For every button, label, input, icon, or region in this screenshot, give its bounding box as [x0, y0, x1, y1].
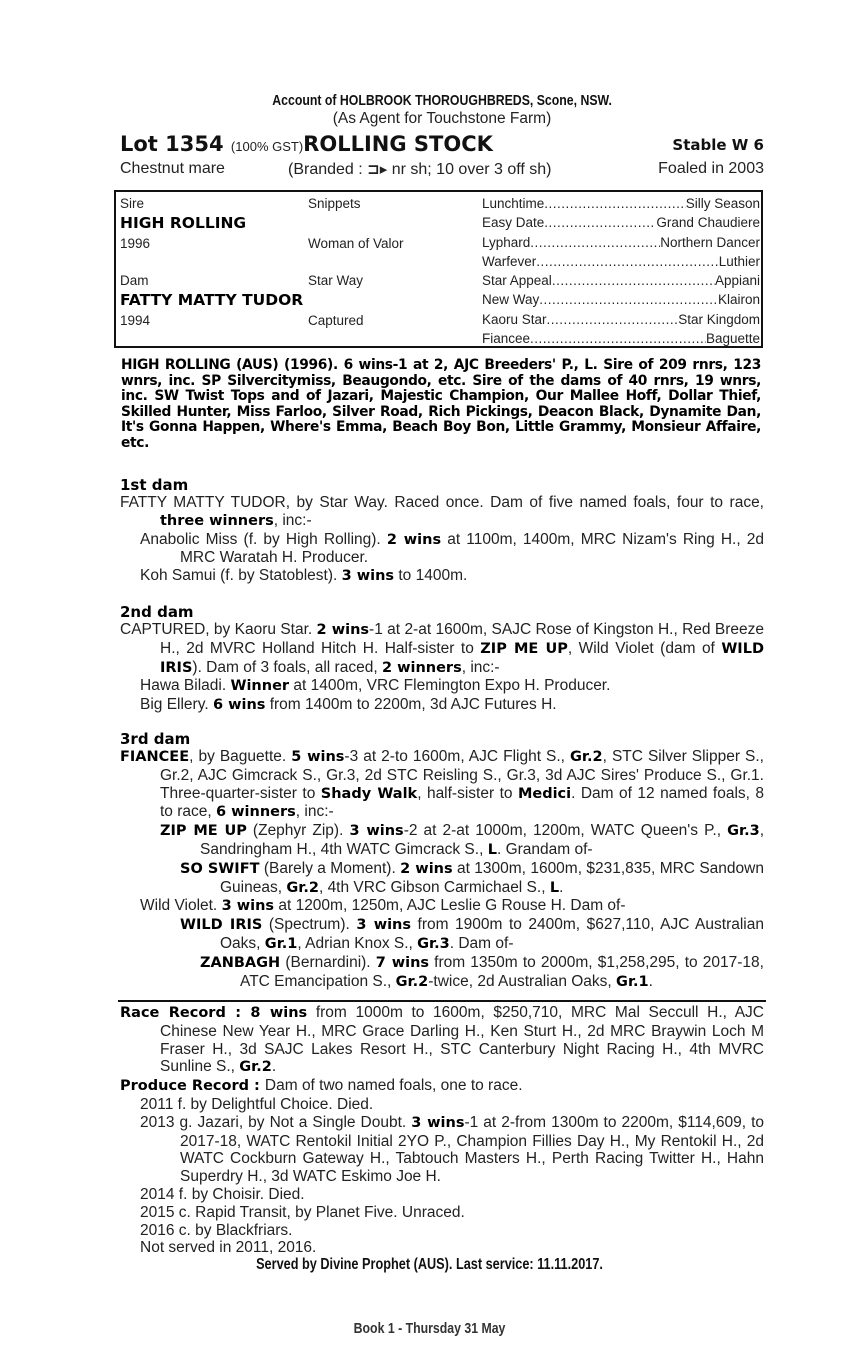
text: -twice, 2d Australian Oaks,: [428, 972, 617, 990]
ancestor-left: Lunchtime: [482, 196, 545, 211]
wins-count: 3 wins: [349, 823, 404, 840]
text: , inc:-: [295, 803, 334, 821]
catalogue-header: [120, 92, 764, 180]
text: from 1000m to 1600m, $250,710, MRC Mal Seccull H., AJC Chinese New Year H., MRC Grace Darling H., Ken Sturt H., 2d MRC Braywin Loch M Fraser H., 3d SAJC Lakes Resort H., STC Canterbury Night Racing H., 4th MVRC Sunline S.,: [160, 1004, 764, 1076]
progeny-entry: [120, 860, 764, 898]
produce-record-label: Produce Record :: [120, 1078, 265, 1095]
description-line: [120, 158, 764, 180]
colour-sex: Chestnut mare: [120, 160, 225, 177]
ancestor-right: Luthier: [718, 253, 760, 269]
section-divider: [118, 1000, 766, 1002]
wins-count: 2 wins: [400, 860, 453, 877]
winners-count: 6 winners: [216, 804, 296, 821]
relative-name: Shady Walk: [320, 785, 418, 802]
stable-number: Stable W 6: [672, 136, 764, 154]
text: , inc:-: [273, 511, 312, 529]
ancestor-left: Star Appeal: [482, 273, 552, 289]
progeny-entry: [120, 567, 764, 586]
wins-count: 8 wins: [250, 1005, 308, 1021]
brand-description: [288, 158, 552, 181]
footer-text: Book 1 - Thursday 31 May: [354, 1320, 506, 1337]
text: , 4th VRC Gibson Carmichael S.,: [318, 878, 550, 896]
progeny-entry: [120, 677, 764, 696]
ancestor-row: [482, 213, 760, 232]
page-footer: [0, 1320, 860, 1337]
sire-summary: HIGH ROLLING (AUS) (1996). 6 wins-1 at 2, AJC Breeders' P., L. Sire of 209 rnrs, 123 wnrs, inc. SP Silvercitymiss, Beaugondo, etc. Sire of the dams of 40 rnrs, 19 wnrs, inc. SW Twist Tops and of Jazari, Majestic Champion, Our Mallee Hoff, Dollar Thief, Skilled Hunter, Miss Farloo, Silver Road, Rich Pickings, Deacon Black, Dynamite Dan, It's Gonna Happen, Where's Emma, Beach Boy Bon, Little Grammy, Monsieur Affaire, etc.: [121, 357, 761, 451]
text: . Dam of-: [449, 934, 514, 952]
text: (Bernardini).: [280, 953, 376, 971]
text: at 1200m, 1250m, AJC Leslie G Rouse H. Dam of-: [274, 897, 626, 915]
wins-count: 3 wins: [341, 568, 395, 585]
grade: L: [549, 879, 560, 896]
progeny-entry: [120, 531, 764, 568]
text: from 1350m to 2000m, $1,258,295, to 2017-18, ATC Emancipation S.,: [240, 953, 764, 990]
relative-name: Medici: [517, 785, 572, 802]
text: , half-sister to: [417, 784, 518, 802]
stakes-winner: WILD IRIS: [180, 917, 263, 934]
progeny-name: Anabolic Miss (f. by High Rolling).: [140, 530, 387, 548]
text: , Wild Violet (dam of: [567, 639, 722, 657]
dam-sire: Star Way: [308, 273, 364, 288]
text: -3 at 2-to 1600m, AJC Flight S.,: [344, 748, 571, 765]
wins-count: 2 wins: [316, 622, 370, 638]
text: , inc:-: [461, 658, 500, 676]
text: 2015 c. Rapid Transit, by Planet Five. Unraced.: [140, 1203, 465, 1221]
leader-dots: [552, 271, 715, 290]
grade: Gr.2: [286, 879, 319, 896]
grade: Gr.3: [417, 935, 450, 952]
produce-entry: [120, 1114, 764, 1186]
wins-count: 5 wins: [291, 749, 345, 765]
text: Not served in 2011, 2016.: [140, 1239, 317, 1257]
produce-entry: [120, 1222, 764, 1240]
lot-number: Lot 1354: [120, 132, 224, 156]
grade: Gr.2: [395, 973, 429, 990]
winners-count: three winners: [160, 512, 274, 529]
stakes-winner: ZIP ME UP: [160, 823, 247, 840]
ancestor-left: Lyphard: [482, 234, 531, 250]
text: 2013 g. Jazari, by Not a Single Doubt.: [140, 1113, 412, 1131]
progeny-entry: [120, 954, 764, 992]
third-dam-section: [120, 730, 764, 991]
text: at 1100m, 1400m, MRC Nizam's Ring H., 2d MRC Waratah H. Producer.: [180, 530, 764, 567]
first-dam-heading: 1st dam: [120, 476, 189, 494]
ancestor-right: Northern Dancer: [660, 234, 760, 250]
text: 2011 f. by Delightful Choice. Died.: [140, 1095, 374, 1113]
sire-sire: Snippets: [308, 196, 361, 211]
ancestor-row: [482, 194, 760, 213]
text: ). Dam of 3 foals, all raced,: [192, 658, 382, 676]
grade: Gr.1: [616, 973, 649, 990]
text: , by Baguette.: [189, 748, 292, 765]
stakes-winner: WILD IRIS: [160, 640, 764, 676]
leader-dots: [544, 213, 656, 232]
first-dam-intro: [120, 494, 764, 531]
progeny-entry: [120, 897, 764, 916]
second-dam-heading: 2nd dam: [120, 603, 194, 621]
text: , STC Silver Slipper S., Gr.2, AJC Gimcrack S., Gr.3, 2d STC Reisling S., Gr.3, 3d AJC Sires' Produce S., Gr.1. Three-quarter-sister to: [160, 748, 764, 802]
sire-label: Sire: [120, 196, 145, 211]
progeny-entry: [120, 696, 764, 715]
leader-dots: [536, 252, 718, 271]
winners-count: 2 winners: [381, 659, 462, 676]
progeny-name: Hawa Biladi.: [140, 677, 231, 695]
leader-dots: [547, 310, 679, 329]
records-section: [120, 1004, 764, 1257]
text: -2 at 2-at 1000m, 1200m, WATC Queen's P.,: [403, 822, 728, 840]
wins-count: 6 wins: [212, 697, 266, 714]
stakes-winner: SO SWIFT: [180, 860, 260, 877]
text: (Zephyr Zip).: [246, 822, 350, 840]
progeny-name: Koh Samui (f. by Statoblest).: [140, 567, 342, 585]
produce-entry: [120, 1204, 764, 1222]
text: .: [559, 878, 564, 896]
horse-name: ROLLING STOCK: [303, 132, 493, 156]
text: 2016 c. by Blackfriars.: [140, 1221, 293, 1239]
grade: Gr.2: [570, 749, 603, 765]
ancestor-left: Kaoru Star: [482, 311, 547, 327]
third-generation: [482, 194, 760, 348]
lot-title: [120, 130, 493, 161]
text: . Dam of 12 named foals, 8 to race,: [160, 784, 764, 821]
ancestor-left: Warfever: [482, 253, 537, 269]
leader-dots: [530, 329, 706, 348]
text: (Spectrum).: [262, 916, 357, 934]
leader-dots: [544, 194, 685, 213]
text: at 1400m, VRC Flemington Expo H. Producer.: [289, 677, 611, 695]
ancestor-row: [482, 329, 760, 348]
ancestor-left: Fiancee: [482, 331, 531, 347]
text: from 1400m to 2200m, 3d AJC Futures H.: [265, 696, 557, 714]
text: from 1900m to 2400m, $627,110, AJC Australian Oaks,: [220, 916, 764, 952]
text: -1 at 2-from 1300m to 2200m, $114,609, to 2017-18, WATC Rentokil Initial 2YO P., Champion Fillies Day H., My Rentokil H., 2d WATC Cockburn Gateway H., Tabtouch Masters H., Perth Racing Twitter H., Hahn Superdry H., 3d WATC Eskimo Joe H.: [180, 1113, 764, 1186]
text: to 1400m.: [394, 567, 468, 585]
wins-count: Winner: [230, 678, 290, 695]
third-dam-heading: 3rd dam: [120, 730, 191, 748]
text: 2014 f. by Choisir. Died.: [140, 1185, 305, 1203]
vendor-name: HOLBROOK THOROUGHBREDS, Scone, NSW.: [339, 92, 612, 109]
text: at 1300m, 1600m, $231,835, MRC Sandown Guineas,: [220, 859, 764, 896]
second-dam-section: [120, 603, 764, 715]
second-dam-intro: [120, 621, 764, 677]
gst-note: (100% GST): [230, 139, 304, 154]
wins-count: 3 wins: [221, 898, 275, 915]
text: (Barely a Moment).: [259, 859, 401, 877]
produce-entry: [120, 1186, 764, 1204]
text: Dam of two named foals, one to race.: [264, 1077, 523, 1095]
text: . Grandam of-: [496, 840, 593, 858]
sire-year: 1996: [120, 236, 151, 251]
race-record: [120, 1004, 764, 1077]
first-dam-section: [120, 476, 764, 586]
progeny-entry: [120, 822, 764, 860]
grade: Gr.2: [239, 1059, 272, 1076]
grade: Gr.3: [727, 823, 760, 840]
ancestor-row: [482, 233, 760, 252]
dam-dam: Captured: [308, 313, 364, 328]
progeny-entry: [120, 916, 764, 954]
third-dam-intro: [120, 748, 764, 822]
vendor-line: [120, 92, 764, 110]
stakes-winner: ZIP ME UP: [480, 640, 568, 657]
ancestor-right: Appiani: [714, 273, 760, 289]
brand-mark-icon: ⊐▸: [367, 160, 388, 178]
sire-dam: Woman of Valor: [308, 236, 404, 251]
progeny-name: Wild Violet.: [140, 897, 222, 915]
brand-prefix: (Branded :: [288, 161, 368, 178]
served-text: Served by Divine Prophet (AUS). Last service: 11.11.2017.: [256, 1256, 604, 1273]
ancestor-right: Star Kingdom: [678, 311, 760, 327]
ancestor-row: [482, 271, 760, 290]
foaled-year: Foaled in 2003: [658, 160, 764, 177]
pedigree-box: [114, 190, 763, 348]
wins-count: 3 wins: [411, 1114, 465, 1131]
ancestor-right: Klairon: [717, 292, 760, 308]
leader-dots: [530, 233, 660, 252]
sire-name: HIGH ROLLING: [120, 214, 247, 232]
text: , Adrian Knox S.,: [297, 934, 418, 952]
service-note: [0, 1255, 860, 1275]
ancestor-row: [482, 252, 760, 271]
ancestor-left: Easy Date: [482, 215, 545, 231]
ancestor-right: Grand Chaudiere: [656, 215, 760, 231]
dam-year: 1994: [120, 313, 151, 328]
produce-record: [120, 1077, 764, 1096]
race-record-label: Race Record :: [120, 1005, 251, 1021]
ancestor-row: [482, 290, 760, 309]
brand-suffix: nr sh; 10 over 3 off sh): [387, 161, 552, 178]
ancestor-left: New Way: [482, 292, 540, 308]
ancestor-row: [482, 310, 760, 329]
grade: Gr.1: [264, 935, 298, 952]
account-prefix: Account of: [272, 92, 340, 109]
lot-line: [120, 130, 764, 158]
text: , Sandringham H., 4th WATC Gimcrack S.,: [200, 822, 764, 858]
text: FATTY MATTY TUDOR, by Star Way. Raced once. Dam of five named foals, four to race,: [120, 494, 764, 511]
grade: L: [487, 841, 497, 858]
wins-count: 2 wins: [386, 531, 442, 548]
leader-dots: [539, 290, 718, 309]
ancestor-right: Baguette: [705, 331, 760, 347]
wins-count: 3 wins: [356, 917, 412, 934]
stakes-winner: FIANCEE: [120, 749, 190, 765]
text: .: [648, 972, 653, 990]
wins-count: 7 wins: [375, 954, 430, 971]
dam-name: FATTY MATTY TUDOR: [120, 291, 304, 309]
ancestor-right: Silly Season: [685, 196, 760, 211]
progeny-name: Big Ellery.: [140, 696, 213, 714]
text: .: [271, 1058, 277, 1076]
produce-entry: [120, 1096, 764, 1114]
text: CAPTURED, by Kaoru Star.: [120, 621, 317, 638]
text: -1 at 2-at 1600m, SAJC Rose of Kingston H., Red Breeze H., 2d MVRC Holland Hitch H. Half-sister to: [160, 621, 764, 657]
stakes-winner: ZANBAGH: [200, 954, 281, 971]
dam-label: Dam: [120, 273, 149, 288]
agent-note: (As Agent for Touchstone Farm): [332, 110, 552, 127]
